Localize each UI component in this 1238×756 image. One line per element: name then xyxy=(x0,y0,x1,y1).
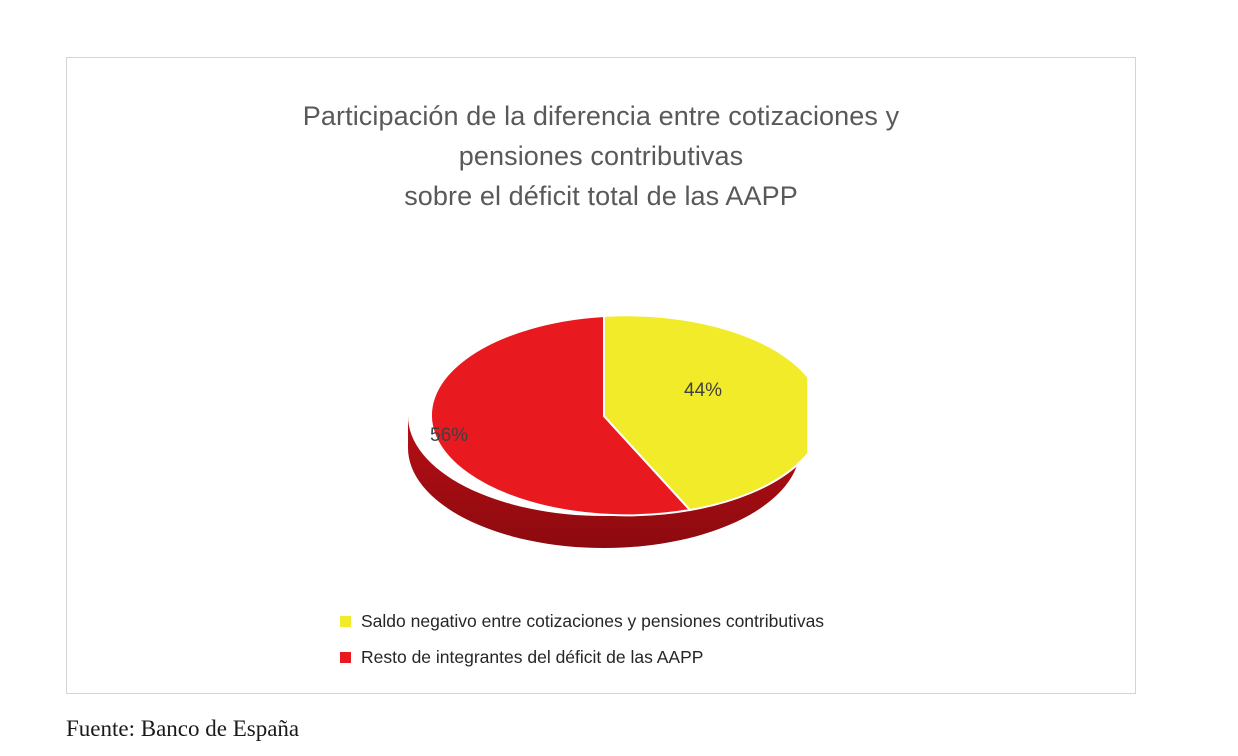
legend-swatch-yellow-icon xyxy=(340,616,351,627)
chart-title xyxy=(67,96,1135,216)
legend-item-saldo xyxy=(67,603,1135,639)
legend-label-saldo: Saldo negativo entre cotizaciones y pensiones contributivas xyxy=(361,610,825,631)
legend-label-resto: Resto de integrantes del déficit de las AAPP xyxy=(361,646,704,667)
data-label-resto: 56% xyxy=(430,425,469,446)
data-label-saldo: 44% xyxy=(684,380,723,401)
chart-container xyxy=(66,57,1136,694)
chart-title-line-3: sobre el déficit total de las AAPP xyxy=(404,181,798,211)
chart-legend xyxy=(67,603,1135,675)
legend-item-resto xyxy=(67,639,1135,675)
pie-chart xyxy=(402,288,807,558)
chart-title-line-1: Participación de la diferencia entre cotizaciones y xyxy=(302,101,900,131)
source-note: Fuente: Banco de España xyxy=(66,716,300,741)
pie-svg xyxy=(402,288,807,558)
legend-swatch-red-icon xyxy=(340,652,351,663)
chart-title-line-2: pensiones contributivas xyxy=(458,141,744,171)
